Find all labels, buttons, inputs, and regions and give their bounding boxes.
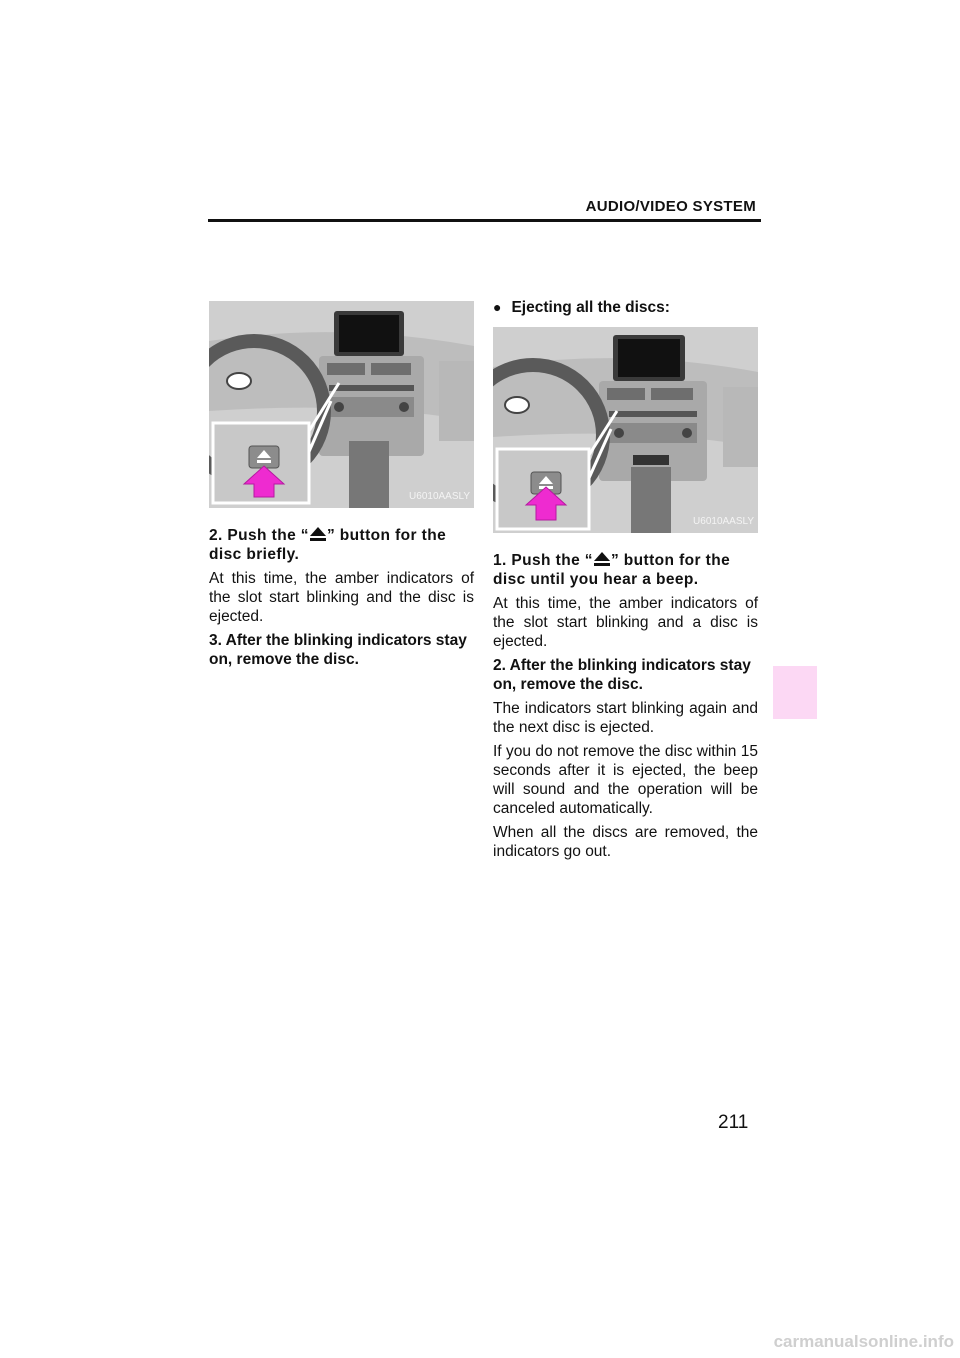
header-rule — [208, 219, 761, 222]
section-thumb-tab — [773, 666, 817, 719]
left-column — [209, 301, 474, 669]
figure-code: U6010AASLY — [409, 491, 470, 502]
dashboard-illustration — [209, 301, 474, 508]
bullet-dot-icon: ● — [493, 299, 502, 315]
right-column — [493, 298, 758, 861]
dashboard-figure-right — [493, 327, 758, 533]
page-number: 211 — [718, 1112, 749, 1133]
dashboard-illustration — [493, 327, 758, 533]
step-2-instruction: 2. Push the “ ” button for the disc briefly. — [209, 527, 447, 563]
paragraph-timeout: If you do not remove the disc within 15 seconds after it is ejected, the beep will sound and the operation will be canceled automatically. — [493, 743, 758, 817]
eject-icon — [593, 551, 611, 567]
figure-code: U6010AASLY — [693, 516, 754, 527]
watermark-text: carmanualsonline.info — [773, 1332, 954, 1351]
paragraph-all-removed: When all the discs are removed, the indicators go out. — [493, 824, 758, 860]
step-2-instruction: 2. After the blinking indicators stay on, remove the disc. — [493, 657, 751, 693]
running-header-title: AUDIO/VIDEO SYSTEM — [585, 198, 756, 215]
step-1-body: At this time, the amber indicators of the slot start blinking and a disc is ejected. — [493, 595, 758, 650]
step-1-instruction: 1. Push the “ ” button for the disc until you hear a beep. — [493, 552, 731, 588]
dashboard-figure-left — [209, 301, 474, 508]
step-2-body: At this time, the amber indicators of the slot start blinking and the disc is ejected. — [209, 570, 474, 625]
eject-icon — [309, 526, 327, 542]
step-3-instruction: 3. After the blinking indicators stay on, remove the disc. — [209, 632, 467, 668]
bullet-heading: ● Ejecting all the discs: — [493, 299, 670, 316]
paragraph-next-disc: The indicators start blinking again and the next disc is ejected. — [493, 700, 758, 736]
